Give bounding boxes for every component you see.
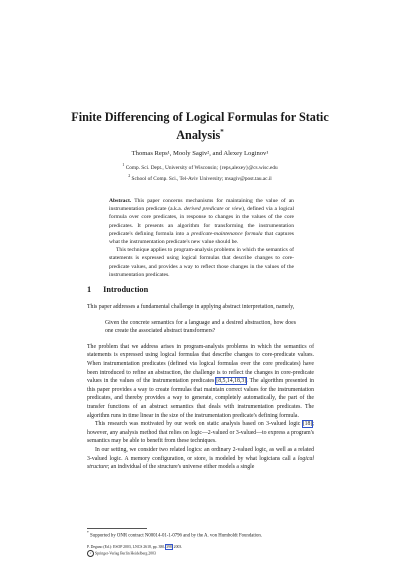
affiliation-1: $^1$ Comp. Sci. Dept., University of Wisconsin; {reps,alexey}@cs.wisc.edu bbox=[122, 162, 278, 171]
publication-citation: P. Degano (Ed.): ESOP 2003, LNCS 2618, pp. 380–398, 2003. bbox=[87, 545, 183, 549]
page-range-link[interactable]: 398 bbox=[166, 545, 172, 549]
abstract bbox=[109, 197, 294, 279]
footnote-rule bbox=[87, 528, 147, 529]
affiliation-2: $^2$ School of Comp. Sci., Tel-Aviv University; msagiv@post.tau.ac.il bbox=[128, 172, 272, 182]
footnote: * Supported by ONR contract N00014-01-1-0796 and by the A. von Humboldt Foundation. bbox=[87, 531, 263, 539]
affiliations bbox=[60, 161, 340, 183]
citation-link[interactable]: [18] bbox=[302, 421, 313, 428]
abstract-paragraph-1: Abstract. This paper concerns mechanisms for maintaining the value of an instrumentation predicate (a.k.a. derived predicate or view), defined via a logical formula over core predicates, in response to changes in the values of the core predicates. It presents an algorithm for transforming the instrumentation predicate's defining formula into a predicate-maintenance formula that captures what the instrumentation predicate's new value should be. bbox=[109, 198, 294, 246]
publication-info bbox=[87, 545, 314, 557]
author-list: Thomas Reps¹, Mooly Sagiv², and Alexey Loginov¹ bbox=[131, 150, 269, 157]
abstract-label: Abstract. bbox=[109, 198, 132, 204]
copyright-icon: c bbox=[87, 550, 94, 557]
body-quote: Given the concrete semantics for a language and a desired abstraction, how does one create the associated abstract transformers? bbox=[105, 319, 296, 335]
paper-title: Finite Differencing of Logical Formulas for Static Analysis* bbox=[71, 110, 329, 143]
body-paragraph-1: This paper addresses a fundamental challenge in applying abstract interpretation, namely, bbox=[87, 304, 295, 310]
body-text bbox=[87, 303, 314, 472]
body-paragraph-4: In our setting, we consider two related logics: an ordinary 2-valued logic, as well as a related 3-valued logic. A memory configuration, or store, is modeled by what logicians call a logical structure; an individual of the structure's universe either models a single bbox=[87, 446, 314, 471]
copyright-line: c Springer-Verlag Berlin Heidelberg 2003 bbox=[87, 550, 314, 557]
section-heading: 1 Introduction bbox=[87, 285, 149, 294]
abstract-paragraph-2: This technique applies to program-analysis problems in which the semantics of statements is expressed using logical formulas that describe changes to core-predicate values, and provides a way to reflect those changes in the values of the instrumentation predicates. bbox=[109, 247, 294, 278]
body-paragraph-2: The problem that we address arises in program-analysis problems in which the semantics of statements is expressed using logical formulas that describe changes to core-predicate values. When instrumentation predicates (defined via logical formulas over the core predicates) have been introduced to refine an abstraction, the challenge is to reflect the changes in core-predicate values in the values of the instrumentation predicates [8,5,14,18,3]. The algorithm presented in this paper provides a way to create formulas that maintain correct values for the instrumentation predicates, and thereby provides a way to generate, completely automatically, the part of the transfer functions of an abstract semantics that deals with instrumentation predicates. The algorithm runs in time linear in the size of the instrumentation predicate's defining formula. bbox=[87, 343, 314, 419]
citation-link[interactable]: [8,5,14,18,3] bbox=[216, 378, 247, 385]
title-footnote-mark: * bbox=[220, 128, 224, 136]
body-paragraph-3: This research was motivated by our work on static analysis based on 3-valued logic [18]; however, any analysis method that relies on logic—2-valued or 3-valued—to express a program's semantics may be able to benefit from these techniques. bbox=[87, 421, 314, 445]
